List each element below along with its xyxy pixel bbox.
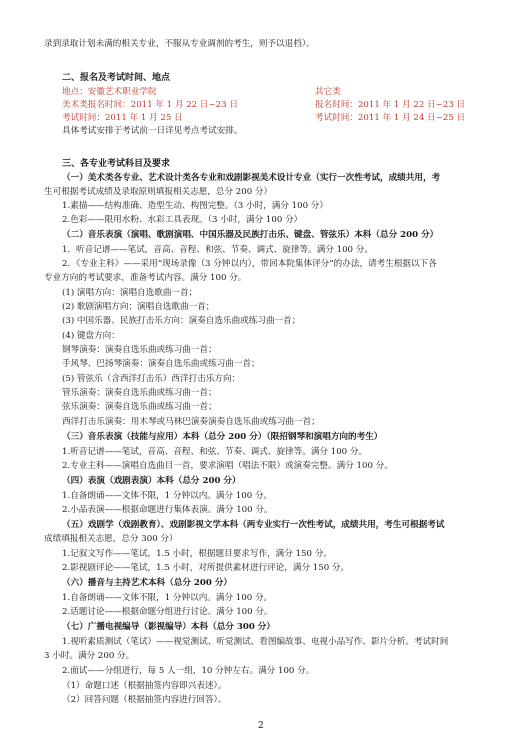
text-line: 2.小品表演——根据命题进行集体表演。满分 100 分。: [62, 505, 273, 515]
text-line: 2.面试——分组进行，每 5 人一组，10 分钟左右。满分 100 分。: [62, 666, 315, 676]
text-line: (2) 歌剧演唱方向：演唱自选歌曲一首；: [62, 302, 215, 312]
other-registration-time: 报名时间：2011 年 1 月 22 日~23 日: [315, 100, 466, 110]
text-line: （2）回答问题（根据抽签内容进行回答）。: [62, 695, 227, 705]
subsection-heading: （五）戏剧学（戏剧教育）、戏剧影视文学本科（两专业实行一次性考试，成绩共用，考生可根据考试: [62, 520, 445, 530]
text-line: (4) 键盘方向：: [62, 331, 120, 341]
text-line: 录到录取计划未满的相关专业，不服从专业调剂的考生，则予以退档）。: [44, 39, 315, 49]
text-line: 1．听音记谱——笔试，音高、音程、和弦、节奏、调式、旋律等。满分 100 分。: [62, 245, 373, 255]
text-line: 手风琴、巴扬琴演奏：演奏自选乐曲或练习曲一首；: [62, 359, 260, 369]
text-line: 1.自备朗诵——文体不限，1 分钟以内。满分 100 分。: [62, 593, 273, 603]
text-line: 3 小时。满分 200 分。: [44, 651, 135, 661]
page-number: 2: [258, 721, 264, 731]
text-line: 西洋打击乐演奏：用木琴或马林巴演奏演奏自选乐曲或练习曲一首；: [62, 417, 320, 427]
subsection-heading: （四）表演（戏剧表演）本科（总分 200 分）: [62, 476, 241, 486]
text-line: 钢琴演奏：演奏自选乐曲或练习曲一首；: [62, 345, 217, 355]
text-line: 2．《专业主科》——采用“现场录像（3 分钟以内），带回本院集体评分”的办法，请考生根据以下各: [62, 259, 437, 269]
text-line: 弦乐演奏：演奏自选乐曲或练习曲一首；: [62, 402, 217, 412]
section-heading-subjects: 三、各专业考试科目及要求: [62, 159, 171, 169]
text-line: (5) 管弦乐（含西洋打击乐）西洋打击乐方向：: [62, 374, 241, 384]
subsection-heading: （七）广播电视编导（影视编导）本科（总分 300 分）: [62, 622, 275, 632]
subsection-heading: （一）美术类各专业、艺术设计类各专业和戏剧影视美术设计专业（实行一次性考试，成绩共用，考: [62, 173, 441, 183]
subsection-heading: （二）音乐表演（演唱、歌剧演唱、中国乐器及民族打击乐、键盘、管弦乐）本科（总分 200 分）: [62, 230, 439, 240]
subsection-heading: （六）播音与主持艺术本科（总分 200 分）: [62, 578, 233, 588]
art-registration-time: 美术类报名时间：2011 年 1 月 22 日~23 日: [62, 100, 238, 110]
text-line: 1.视听素质测试（笔试）——视觉测试、听觉测试、看图编故事、电视小品写作、影片分析。考试时间: [62, 637, 449, 647]
text-line: 成绩填报相关志愿，总分 300 分）: [44, 534, 178, 544]
text-line: 专业方向的考试要求，准备考试内容。满分 100 分。: [44, 273, 247, 283]
text-line: 具体考试安排于考试前一日详见考点考试安排。: [62, 126, 243, 136]
text-line: 2.专业主科——演唱自选曲目一首，要求演唱（唱法不限）或演奏完整。满分 100 分。: [62, 461, 393, 471]
other-exam-time: 考试时间：2011 年 1 月 24 日~25 日: [315, 113, 466, 123]
text-line: 1.素描——结构准确、造型生动、构图完整。（3 小时，满分 100 分）: [62, 201, 328, 211]
text-line: 1.记叙文写作——笔试，1.5 小时，根据题目要求写作，满分 150 分。: [62, 549, 332, 559]
other-category-label: 其它类: [315, 87, 341, 97]
text-line: （1）命题口述（根据抽签内容即兴表述）。: [62, 681, 227, 691]
subsection-heading: （三）音乐表演（技能与应用）本科（总分 200 分）（限招钢琴和演唱方向的考生）: [62, 432, 383, 442]
text-line: (1) 演唱方向：演唱自选歌曲一首；: [62, 288, 198, 298]
text-line: 1.自备朗诵——文体不限，1 分钟以内。满分 100 分。: [62, 491, 273, 501]
art-exam-time: 考试时间：2011 年 1 月 25 日: [62, 113, 183, 123]
text-line: 2.色彩——限用水粉、水彩工具表现。（3 小时，满分 100 分）: [62, 215, 303, 225]
section-heading-registration: 二、报名及考试时间、地点: [62, 73, 171, 83]
exam-location: 地点：安徽艺术职业学院: [62, 87, 157, 97]
text-line: (3) 中国乐器、民族打击乐方向：演奏自选乐曲或练习曲一首；: [62, 316, 301, 326]
text-line: 生可根据考试成绩及录取原则填报相关志愿，总分 200 分）: [44, 187, 273, 197]
text-line: 2.话题讨论——根据命题分组进行讨论。满分 100 分。: [62, 607, 273, 617]
text-line: 1.听音记谱——笔试，音高、音程、和弦、节奏、调式、旋律等。满分 100 分。: [62, 447, 368, 457]
text-line: 管乐演奏：演奏自选乐曲或练习曲一首；: [62, 388, 217, 398]
text-line: 2.影视剧评论——笔试，1.5 小时，对所提供素材进行评论，满分 150 分。: [62, 563, 350, 573]
